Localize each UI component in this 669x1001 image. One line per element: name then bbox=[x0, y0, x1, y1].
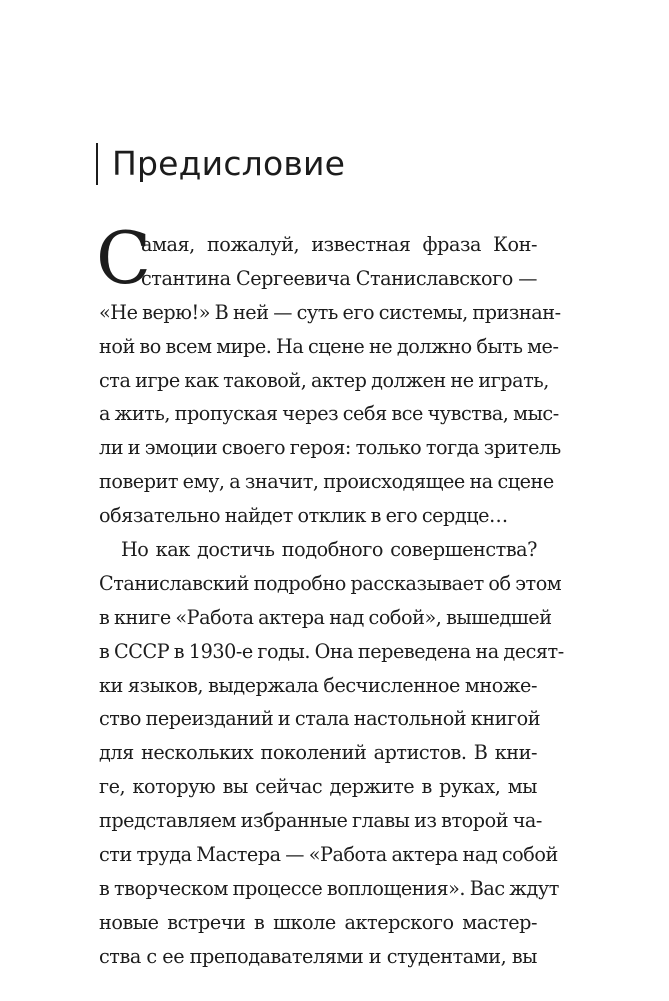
body-text bbox=[96, 216, 564, 974]
text-line: новые встречи в школе актерского мастер- bbox=[99, 910, 537, 934]
text-line: сти труда Мастера — «Работа актера над собой bbox=[99, 843, 558, 867]
drop-cap: С bbox=[96, 216, 152, 300]
text-line: в книге «Работа актера над собой», вышедшей bbox=[99, 605, 552, 629]
text-line: ли и эмоции своего героя: только тогда зритель bbox=[99, 436, 561, 460]
text-line: обязательно найдет отклик в его сердце… bbox=[99, 504, 508, 528]
text-line: в творческом процессе воплощения». Вас ждут bbox=[99, 876, 559, 900]
text-line: Станиславский подробно рассказывает об этом bbox=[99, 571, 562, 595]
text-line: поверит ему, а значит, происходящее на сцене bbox=[99, 470, 554, 494]
text-line: ста игре как таковой, актер должен не играть, bbox=[99, 368, 549, 392]
text-line: «Не верю!» В ней — суть его системы, признан- bbox=[99, 300, 561, 324]
text-line: а жить, пропуская через себя все чувства, мыс- bbox=[99, 402, 559, 426]
text-line: ной во всем мире. На сцене не должно быть ме- bbox=[99, 334, 559, 358]
text-line: ки языков, выдержала бесчисленное множе- bbox=[99, 673, 537, 697]
text-line: ге, которую вы сейчас держите в руках, мы bbox=[99, 775, 537, 799]
paragraph-1 bbox=[96, 216, 561, 533]
text-line: Но как достичь подобного совершенства? bbox=[121, 538, 537, 562]
text-line: ства с ее преподавателями и студентами, вы bbox=[99, 944, 537, 968]
text-line: амая, пожалуй, известная фраза Кон- bbox=[141, 233, 537, 256]
heading-vertical-rule bbox=[96, 143, 98, 185]
text-line: стантина Сергеевича Станиславского — bbox=[141, 266, 537, 290]
paragraph-2 bbox=[99, 533, 564, 974]
text-line: ство переизданий и стала настольной книгой bbox=[99, 707, 541, 731]
text-line: в СССР в 1930-е годы. Она переведена на десят- bbox=[99, 639, 564, 663]
text-line: для нескольких поколений артистов. В кни- bbox=[99, 741, 537, 765]
chapter-heading bbox=[96, 142, 345, 186]
text-line: представляем избранные главы из второй ча- bbox=[99, 809, 542, 833]
page-title: Предисловие bbox=[112, 144, 346, 183]
